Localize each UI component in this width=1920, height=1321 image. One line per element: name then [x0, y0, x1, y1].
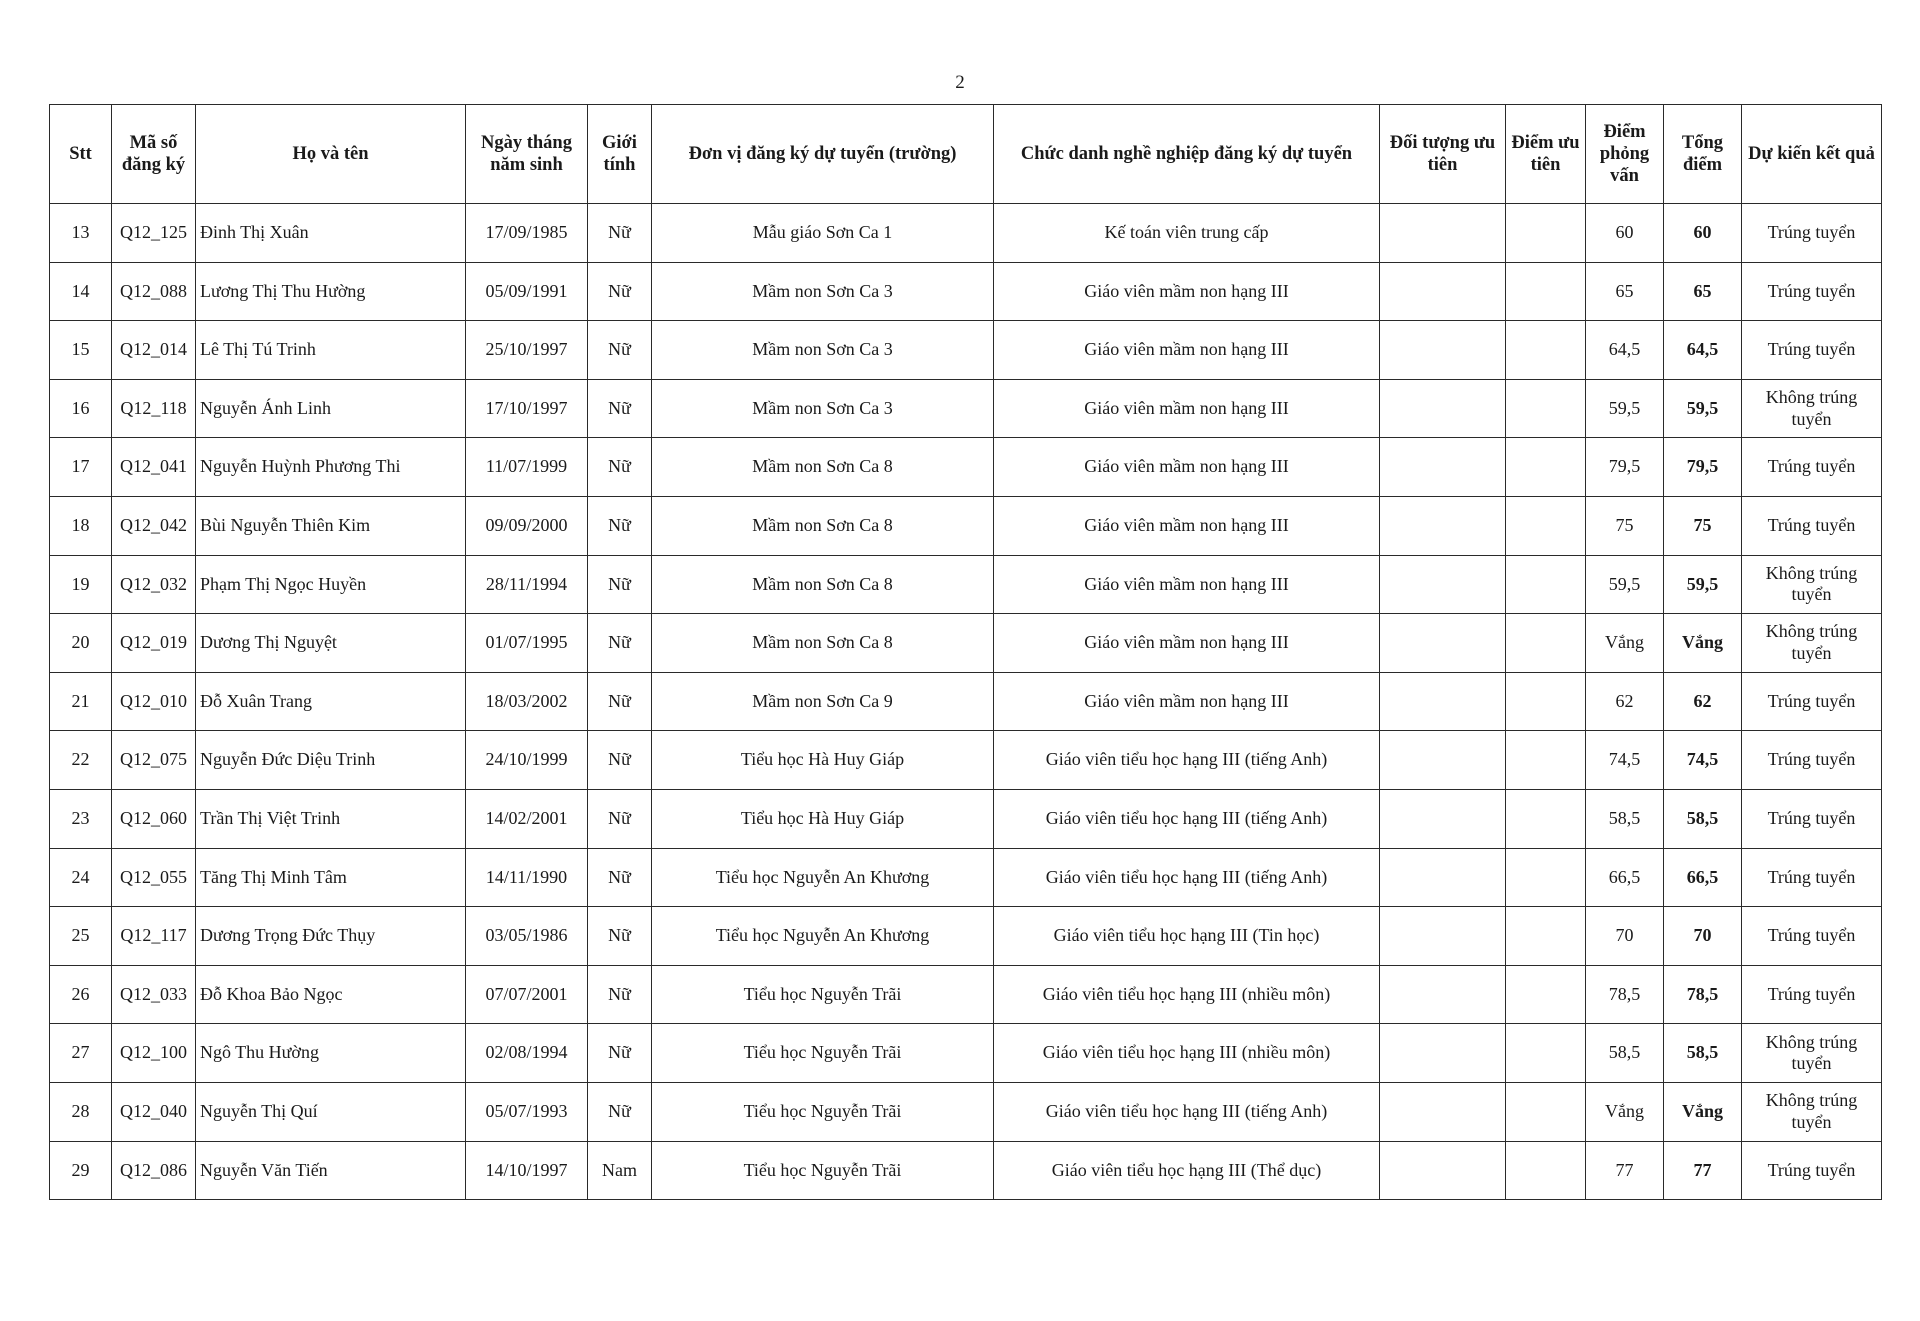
cell-priority-group	[1380, 1024, 1506, 1083]
header-name: Họ và tên	[196, 105, 466, 204]
cell-unit: Tiểu học Hà Huy Giáp	[652, 789, 994, 848]
table-row	[50, 438, 1882, 497]
cell-interview-score: 66,5	[1586, 848, 1664, 907]
cell-expected-result: Không trúng tuyển	[1742, 614, 1882, 673]
cell-code: Q12_019	[112, 614, 196, 673]
cell-name: Lê Thị Tú Trinh	[196, 321, 466, 380]
cell-dob: 05/07/1993	[466, 1082, 588, 1141]
cell-unit: Mầm non Sơn Ca 3	[652, 262, 994, 321]
cell-expected-result: Không trúng tuyển	[1742, 1082, 1882, 1141]
cell-stt: 22	[50, 731, 112, 790]
header-stt: Stt	[50, 105, 112, 204]
cell-interview-score: 75	[1586, 496, 1664, 555]
cell-total-score: 79,5	[1664, 438, 1742, 497]
cell-position: Giáo viên tiểu học hạng III (tiếng Anh)	[994, 1082, 1380, 1141]
cell-total-score: 58,5	[1664, 789, 1742, 848]
cell-name: Đinh Thị Xuân	[196, 204, 466, 263]
table-row	[50, 1141, 1882, 1200]
header-interview-score: Điểm phỏng vấn	[1586, 105, 1664, 204]
cell-gender: Nữ	[588, 1024, 652, 1083]
cell-code: Q12_088	[112, 262, 196, 321]
cell-total-score: 65	[1664, 262, 1742, 321]
cell-stt: 26	[50, 965, 112, 1024]
cell-unit: Mầm non Sơn Ca 8	[652, 614, 994, 673]
cell-total-score: 60	[1664, 204, 1742, 263]
cell-total-score: 59,5	[1664, 555, 1742, 614]
cell-expected-result: Trúng tuyển	[1742, 848, 1882, 907]
cell-priority-group	[1380, 789, 1506, 848]
cell-priority-group	[1380, 965, 1506, 1024]
cell-stt: 28	[50, 1082, 112, 1141]
cell-name: Nguyễn Thị Quí	[196, 1082, 466, 1141]
cell-gender: Nữ	[588, 204, 652, 263]
table-row	[50, 731, 1882, 790]
cell-unit: Mầm non Sơn Ca 9	[652, 672, 994, 731]
cell-expected-result: Trúng tuyển	[1742, 789, 1882, 848]
cell-name: Nguyễn Huỳnh Phương Thi	[196, 438, 466, 497]
table-row	[50, 789, 1882, 848]
cell-gender: Nữ	[588, 379, 652, 438]
cell-gender: Nữ	[588, 438, 652, 497]
cell-priority-score	[1506, 1024, 1586, 1083]
cell-position: Giáo viên tiểu học hạng III (Tin học)	[994, 907, 1380, 966]
table-row	[50, 555, 1882, 614]
cell-stt: 27	[50, 1024, 112, 1083]
cell-interview-score: 78,5	[1586, 965, 1664, 1024]
header-dob: Ngày tháng năm sinh	[466, 105, 588, 204]
cell-expected-result: Không trúng tuyển	[1742, 379, 1882, 438]
cell-position: Giáo viên tiểu học hạng III (nhiều môn)	[994, 1024, 1380, 1083]
header-expected-result: Dự kiến kết quả	[1742, 105, 1882, 204]
cell-unit: Tiểu học Nguyễn An Khương	[652, 907, 994, 966]
cell-code: Q12_041	[112, 438, 196, 497]
cell-priority-group	[1380, 848, 1506, 907]
table-body	[50, 204, 1882, 1200]
cell-dob: 18/03/2002	[466, 672, 588, 731]
cell-expected-result: Trúng tuyển	[1742, 204, 1882, 263]
cell-position: Kế toán viên trung cấp	[994, 204, 1380, 263]
cell-gender: Nữ	[588, 321, 652, 380]
cell-expected-result: Trúng tuyển	[1742, 438, 1882, 497]
cell-name: Phạm Thị Ngọc Huyền	[196, 555, 466, 614]
cell-priority-group	[1380, 672, 1506, 731]
cell-dob: 14/02/2001	[466, 789, 588, 848]
cell-name: Đỗ Khoa Bảo Ngọc	[196, 965, 466, 1024]
table-row	[50, 907, 1882, 966]
header-gender: Giới tính	[588, 105, 652, 204]
cell-priority-score	[1506, 1082, 1586, 1141]
cell-priority-group	[1380, 204, 1506, 263]
cell-position: Giáo viên mầm non hạng III	[994, 321, 1380, 380]
cell-unit: Tiểu học Nguyễn Trãi	[652, 1024, 994, 1083]
cell-priority-group	[1380, 1141, 1506, 1200]
header-code: Mã số đăng ký	[112, 105, 196, 204]
cell-priority-score	[1506, 907, 1586, 966]
table-row	[50, 1082, 1882, 1141]
cell-name: Nguyễn Đức Diệu Trinh	[196, 731, 466, 790]
cell-total-score: 75	[1664, 496, 1742, 555]
table-row	[50, 848, 1882, 907]
cell-total-score: 58,5	[1664, 1024, 1742, 1083]
cell-gender: Nữ	[588, 907, 652, 966]
cell-interview-score: 77	[1586, 1141, 1664, 1200]
header-priority-group: Đối tượng ưu tiên	[1380, 105, 1506, 204]
table-row	[50, 614, 1882, 673]
results-table	[49, 104, 1882, 1200]
cell-total-score: 59,5	[1664, 379, 1742, 438]
cell-dob: 02/08/1994	[466, 1024, 588, 1083]
cell-name: Bùi Nguyễn Thiên Kim	[196, 496, 466, 555]
cell-code: Q12_100	[112, 1024, 196, 1083]
cell-dob: 14/11/1990	[466, 848, 588, 907]
cell-position: Giáo viên tiểu học hạng III (nhiều môn)	[994, 965, 1380, 1024]
cell-interview-score: 59,5	[1586, 555, 1664, 614]
cell-stt: 21	[50, 672, 112, 731]
cell-priority-score	[1506, 789, 1586, 848]
cell-interview-score: Vắng	[1586, 1082, 1664, 1141]
cell-code: Q12_075	[112, 731, 196, 790]
cell-interview-score: 64,5	[1586, 321, 1664, 380]
cell-interview-score: 79,5	[1586, 438, 1664, 497]
cell-total-score: Vắng	[1664, 614, 1742, 673]
cell-gender: Nữ	[588, 672, 652, 731]
cell-code: Q12_042	[112, 496, 196, 555]
cell-gender: Nữ	[588, 1082, 652, 1141]
cell-position: Giáo viên tiểu học hạng III (tiếng Anh)	[994, 731, 1380, 790]
cell-name: Trần Thị Việt Trinh	[196, 789, 466, 848]
table-row	[50, 672, 1882, 731]
cell-priority-group	[1380, 321, 1506, 380]
cell-priority-group	[1380, 1082, 1506, 1141]
cell-priority-score	[1506, 438, 1586, 497]
cell-name: Ngô Thu Hường	[196, 1024, 466, 1083]
cell-dob: 07/07/2001	[466, 965, 588, 1024]
cell-position: Giáo viên mầm non hạng III	[994, 262, 1380, 321]
cell-priority-score	[1506, 965, 1586, 1024]
cell-expected-result: Trúng tuyển	[1742, 965, 1882, 1024]
cell-position: Giáo viên tiểu học hạng III (tiếng Anh)	[994, 789, 1380, 848]
cell-code: Q12_118	[112, 379, 196, 438]
cell-total-score: 66,5	[1664, 848, 1742, 907]
cell-priority-score	[1506, 321, 1586, 380]
cell-code: Q12_055	[112, 848, 196, 907]
cell-stt: 18	[50, 496, 112, 555]
cell-unit: Tiểu học Nguyễn Trãi	[652, 1141, 994, 1200]
cell-position: Giáo viên mầm non hạng III	[994, 379, 1380, 438]
cell-total-score: 78,5	[1664, 965, 1742, 1024]
cell-interview-score: 62	[1586, 672, 1664, 731]
cell-total-score: 64,5	[1664, 321, 1742, 380]
cell-gender: Nữ	[588, 262, 652, 321]
cell-interview-score: 58,5	[1586, 1024, 1664, 1083]
cell-unit: Tiểu học Nguyễn Trãi	[652, 1082, 994, 1141]
cell-stt: 23	[50, 789, 112, 848]
cell-priority-group	[1380, 555, 1506, 614]
cell-priority-score	[1506, 204, 1586, 263]
cell-gender: Nữ	[588, 555, 652, 614]
cell-dob: 14/10/1997	[466, 1141, 588, 1200]
cell-total-score: 77	[1664, 1141, 1742, 1200]
cell-code: Q12_040	[112, 1082, 196, 1141]
cell-code: Q12_117	[112, 907, 196, 966]
cell-priority-score	[1506, 496, 1586, 555]
cell-expected-result: Trúng tuyển	[1742, 1141, 1882, 1200]
cell-code: Q12_014	[112, 321, 196, 380]
cell-gender: Nữ	[588, 965, 652, 1024]
cell-gender: Nữ	[588, 848, 652, 907]
cell-priority-group	[1380, 907, 1506, 966]
cell-stt: 29	[50, 1141, 112, 1200]
cell-expected-result: Trúng tuyển	[1742, 907, 1882, 966]
cell-gender: Nữ	[588, 731, 652, 790]
cell-expected-result: Trúng tuyển	[1742, 262, 1882, 321]
cell-gender: Nữ	[588, 496, 652, 555]
table-row	[50, 496, 1882, 555]
header-priority-score: Điểm ưu tiên	[1506, 105, 1586, 204]
cell-gender: Nam	[588, 1141, 652, 1200]
cell-priority-score	[1506, 379, 1586, 438]
cell-name: Đỗ Xuân Trang	[196, 672, 466, 731]
cell-unit: Tiểu học Nguyễn Trãi	[652, 965, 994, 1024]
cell-stt: 20	[50, 614, 112, 673]
cell-name: Dương Trọng Đức Thụy	[196, 907, 466, 966]
cell-name: Nguyễn Văn Tiến	[196, 1141, 466, 1200]
cell-name: Lương Thị Thu Hường	[196, 262, 466, 321]
cell-priority-score	[1506, 1141, 1586, 1200]
cell-dob: 28/11/1994	[466, 555, 588, 614]
cell-code: Q12_033	[112, 965, 196, 1024]
cell-dob: 01/07/1995	[466, 614, 588, 673]
cell-priority-group	[1380, 438, 1506, 497]
cell-expected-result: Không trúng tuyển	[1742, 1024, 1882, 1083]
cell-gender: Nữ	[588, 614, 652, 673]
table-row	[50, 379, 1882, 438]
cell-unit: Mầm non Sơn Ca 8	[652, 555, 994, 614]
cell-name: Tăng Thị Minh Tâm	[196, 848, 466, 907]
cell-stt: 15	[50, 321, 112, 380]
cell-interview-score: 65	[1586, 262, 1664, 321]
cell-name: Dương Thị Nguyệt	[196, 614, 466, 673]
cell-position: Giáo viên tiểu học hạng III (tiếng Anh)	[994, 848, 1380, 907]
cell-priority-score	[1506, 262, 1586, 321]
cell-position: Giáo viên mầm non hạng III	[994, 614, 1380, 673]
cell-stt: 13	[50, 204, 112, 263]
cell-unit: Mầm non Sơn Ca 3	[652, 321, 994, 380]
cell-dob: 03/05/1986	[466, 907, 588, 966]
cell-priority-group	[1380, 496, 1506, 555]
cell-expected-result: Trúng tuyển	[1742, 731, 1882, 790]
page-number: 2	[955, 72, 965, 93]
cell-unit: Mầm non Sơn Ca 8	[652, 496, 994, 555]
cell-total-score: 62	[1664, 672, 1742, 731]
cell-priority-score	[1506, 731, 1586, 790]
cell-priority-group	[1380, 614, 1506, 673]
cell-stt: 19	[50, 555, 112, 614]
cell-dob: 17/10/1997	[466, 379, 588, 438]
cell-unit: Mầm non Sơn Ca 8	[652, 438, 994, 497]
cell-position: Giáo viên mầm non hạng III	[994, 555, 1380, 614]
cell-stt: 25	[50, 907, 112, 966]
cell-position: Giáo viên mầm non hạng III	[994, 438, 1380, 497]
cell-code: Q12_060	[112, 789, 196, 848]
cell-stt: 24	[50, 848, 112, 907]
header-position: Chức danh nghề nghiệp đăng ký dự tuyển	[994, 105, 1380, 204]
cell-interview-score: 70	[1586, 907, 1664, 966]
cell-expected-result: Trúng tuyển	[1742, 321, 1882, 380]
table-row	[50, 262, 1882, 321]
cell-priority-score	[1506, 614, 1586, 673]
table-row	[50, 965, 1882, 1024]
cell-priority-score	[1506, 672, 1586, 731]
cell-position: Giáo viên mầm non hạng III	[994, 672, 1380, 731]
header-total-score: Tổng điểm	[1664, 105, 1742, 204]
cell-position: Giáo viên mầm non hạng III	[994, 496, 1380, 555]
cell-total-score: Vắng	[1664, 1082, 1742, 1141]
cell-stt: 17	[50, 438, 112, 497]
cell-dob: 25/10/1997	[466, 321, 588, 380]
cell-priority-group	[1380, 379, 1506, 438]
cell-interview-score: Vắng	[1586, 614, 1664, 673]
cell-total-score: 70	[1664, 907, 1742, 966]
cell-gender: Nữ	[588, 789, 652, 848]
cell-code: Q12_032	[112, 555, 196, 614]
cell-code: Q12_086	[112, 1141, 196, 1200]
cell-stt: 14	[50, 262, 112, 321]
cell-expected-result: Trúng tuyển	[1742, 672, 1882, 731]
cell-name: Nguyễn Ánh Linh	[196, 379, 466, 438]
cell-position: Giáo viên tiểu học hạng III (Thể dục)	[994, 1141, 1380, 1200]
cell-interview-score: 59,5	[1586, 379, 1664, 438]
cell-interview-score: 60	[1586, 204, 1664, 263]
cell-dob: 05/09/1991	[466, 262, 588, 321]
cell-dob: 09/09/2000	[466, 496, 588, 555]
cell-priority-score	[1506, 555, 1586, 614]
cell-priority-group	[1380, 731, 1506, 790]
table-row	[50, 204, 1882, 263]
table-row	[50, 321, 1882, 380]
cell-stt: 16	[50, 379, 112, 438]
cell-dob: 24/10/1999	[466, 731, 588, 790]
cell-priority-group	[1380, 262, 1506, 321]
table-row	[50, 1024, 1882, 1083]
cell-dob: 17/09/1985	[466, 204, 588, 263]
cell-priority-score	[1506, 848, 1586, 907]
cell-interview-score: 74,5	[1586, 731, 1664, 790]
header-unit: Đơn vị đăng ký dự tuyển (trường)	[652, 105, 994, 204]
cell-total-score: 74,5	[1664, 731, 1742, 790]
cell-dob: 11/07/1999	[466, 438, 588, 497]
header-row	[50, 105, 1882, 204]
cell-code: Q12_125	[112, 204, 196, 263]
cell-code: Q12_010	[112, 672, 196, 731]
cell-unit: Tiểu học Nguyễn An Khương	[652, 848, 994, 907]
cell-expected-result: Không trúng tuyển	[1742, 555, 1882, 614]
cell-unit: Tiểu học Hà Huy Giáp	[652, 731, 994, 790]
cell-interview-score: 58,5	[1586, 789, 1664, 848]
cell-expected-result: Trúng tuyển	[1742, 496, 1882, 555]
cell-unit: Mẫu giáo Sơn Ca 1	[652, 204, 994, 263]
cell-unit: Mầm non Sơn Ca 3	[652, 379, 994, 438]
